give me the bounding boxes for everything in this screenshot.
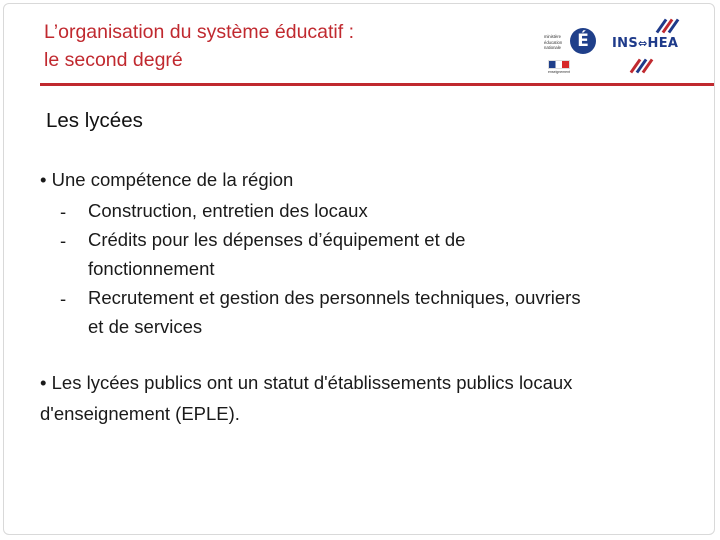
inshea-logo <box>612 36 678 51</box>
inshea-logo-part: INS <box>612 36 638 51</box>
bullet-1 <box>40 164 690 196</box>
ministry-education-logo <box>542 14 602 76</box>
french-flag-icon <box>548 60 570 69</box>
sub-item-text: Construction, entretien des locaux <box>88 199 368 221</box>
dash-marker: - <box>60 229 67 251</box>
ministry-logo-subtext: enseignement <box>548 70 570 74</box>
header-title-line-1: L’organisation du système éducatif : <box>44 21 355 43</box>
bullet-marker: • <box>40 169 47 190</box>
logos-area <box>542 14 712 80</box>
ministry-logo-text-line: ministère <box>544 34 561 39</box>
sub-item-text: et de services <box>88 315 203 337</box>
slide-body <box>40 164 690 430</box>
ministry-logo-text <box>544 34 562 51</box>
bullet-2-line-1 <box>40 367 690 399</box>
slide <box>3 3 715 535</box>
ministry-logo-text-line: nationale <box>544 45 561 51</box>
bullet-marker: • <box>40 371 47 393</box>
sub-item-text: Recrutement et gestion des personnels techniques, ouvriers <box>88 286 581 308</box>
sub-item <box>40 225 690 283</box>
slide-header-title <box>44 18 354 74</box>
inshea-arrow-icon: ⇔ <box>637 37 648 50</box>
bullet-1-text: Une compétence de la région <box>51 169 294 190</box>
spacer <box>40 341 690 367</box>
sub-item-text: fonctionnement <box>88 257 215 279</box>
sub-item <box>40 283 690 341</box>
dash-marker: - <box>60 200 67 222</box>
sub-item <box>40 196 690 225</box>
header-title-line-2: le second degré <box>44 49 183 71</box>
header-divider <box>40 83 715 86</box>
bullet-2-text: Les lycées publics ont un statut d'établissements publics locaux <box>51 371 573 393</box>
inshea-logo-part: HEA <box>647 36 679 51</box>
ministry-logo-emblem: É <box>570 28 596 54</box>
bullet-2 <box>40 367 690 430</box>
dash-marker: - <box>60 287 67 309</box>
section-title: Les lycées <box>46 109 143 132</box>
ministry-logo-text-line: éducation <box>544 39 563 45</box>
bullet-2-line-2: d'enseignement (EPLE). <box>40 403 240 424</box>
sub-item-text: Crédits pour les dépenses d’équipement et de <box>88 228 466 250</box>
